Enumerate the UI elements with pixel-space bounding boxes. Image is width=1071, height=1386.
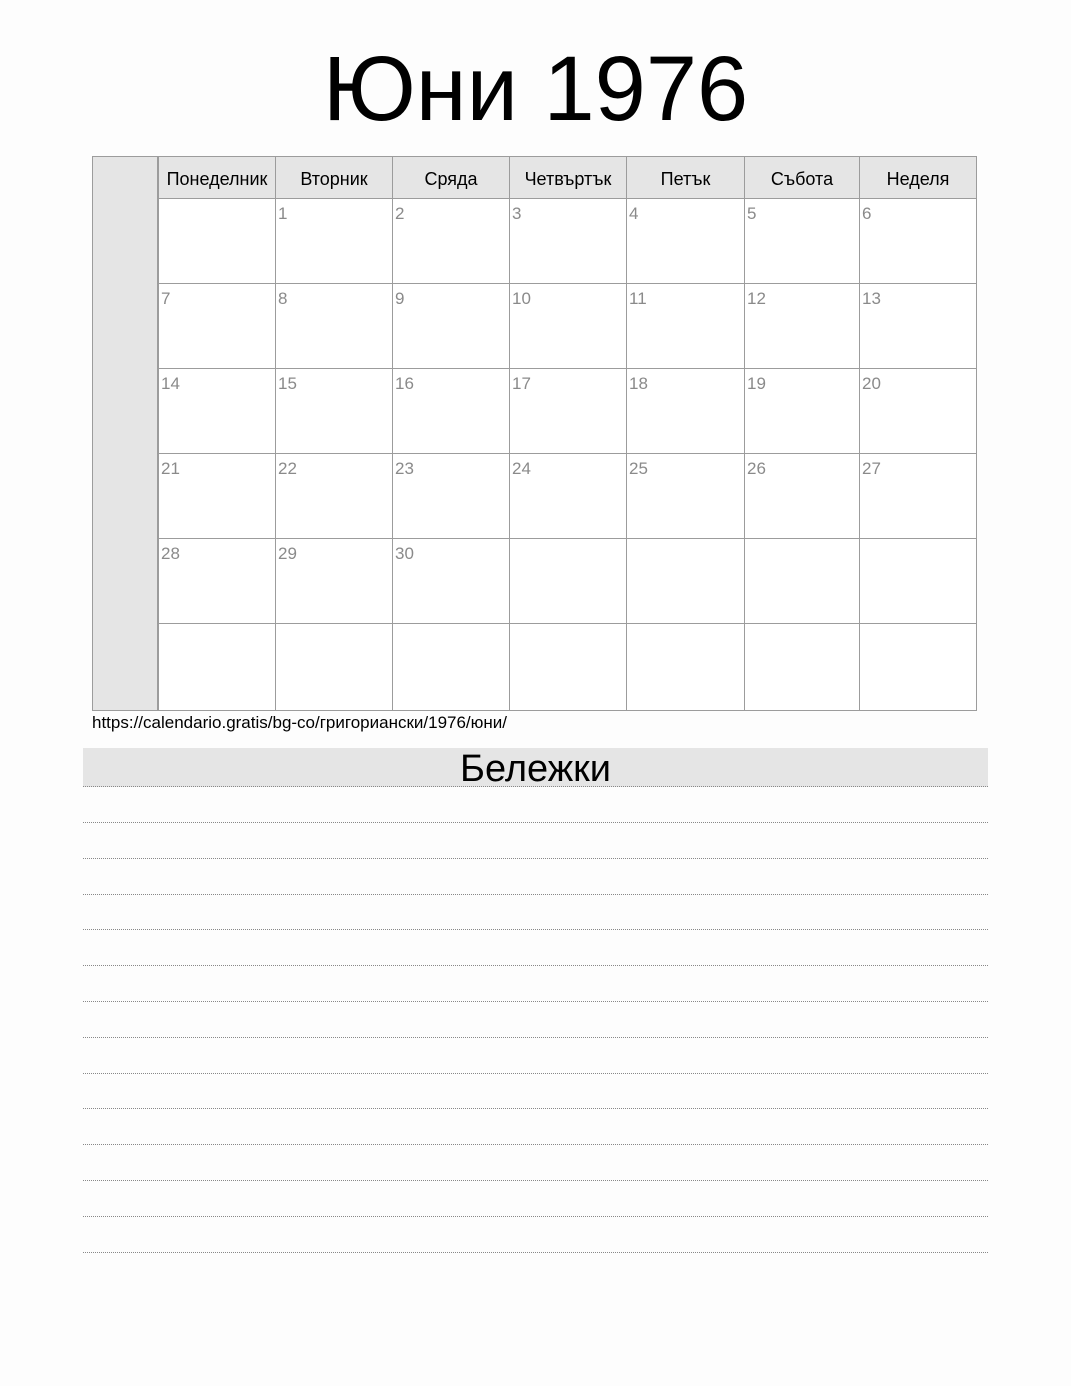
day-number: 22: [278, 459, 297, 478]
note-line: [83, 1001, 988, 1002]
note-line: [83, 1252, 988, 1253]
day-cell[interactable]: [859, 624, 976, 710]
day-cell[interactable]: [392, 199, 509, 284]
day-cell[interactable]: [392, 454, 509, 539]
day-cell[interactable]: [626, 369, 744, 454]
day-number: 10: [512, 289, 531, 308]
day-cell[interactable]: [158, 539, 275, 624]
day-number: 18: [629, 374, 648, 393]
day-number: 4: [629, 204, 639, 223]
day-number: 19: [747, 374, 766, 393]
day-number: 20: [862, 374, 881, 393]
note-line: [83, 1073, 988, 1074]
note-line: [83, 894, 988, 895]
weekday-header: Петък: [626, 157, 744, 199]
day-number: 25: [629, 459, 648, 478]
day-cell[interactable]: [158, 284, 275, 369]
day-number: 14: [161, 374, 180, 393]
day-cell[interactable]: [744, 454, 859, 539]
day-cell[interactable]: [509, 624, 626, 710]
day-cell[interactable]: [626, 539, 744, 624]
day-number: 3: [512, 204, 522, 223]
day-cell[interactable]: [275, 539, 392, 624]
note-line: [83, 858, 988, 859]
day-cell[interactable]: [509, 199, 626, 284]
day-cell[interactable]: [744, 369, 859, 454]
day-cell[interactable]: [626, 199, 744, 284]
day-number: 24: [512, 459, 531, 478]
day-cell[interactable]: [859, 539, 976, 624]
source-url[interactable]: https://calendario.gratis/bg-co/григориански/1976/юни/: [92, 713, 508, 732]
day-cell[interactable]: [744, 539, 859, 624]
day-number: 2: [395, 204, 405, 223]
day-number: 16: [395, 374, 414, 393]
day-cell[interactable]: [275, 454, 392, 539]
day-number: 9: [395, 289, 405, 308]
weekday-header: Вторник: [275, 157, 392, 199]
day-cell[interactable]: [392, 369, 509, 454]
day-cell[interactable]: [859, 199, 976, 284]
day-number: 21: [161, 459, 180, 478]
note-line: [83, 1180, 988, 1181]
weekday-header: Събота: [744, 157, 859, 199]
note-line: [83, 1037, 988, 1038]
day-cell[interactable]: [275, 369, 392, 454]
day-cell[interactable]: [626, 624, 744, 710]
calendar-grid: [92, 156, 977, 711]
day-cell[interactable]: [509, 539, 626, 624]
day-cell[interactable]: [859, 454, 976, 539]
day-cell[interactable]: [509, 284, 626, 369]
day-number: 15: [278, 374, 297, 393]
day-cell[interactable]: [859, 369, 976, 454]
day-cell[interactable]: [509, 454, 626, 539]
day-number: 5: [747, 204, 757, 223]
week-number-column: [93, 157, 158, 710]
day-cell[interactable]: [158, 454, 275, 539]
day-number: 6: [862, 204, 872, 223]
day-cell[interactable]: [158, 369, 275, 454]
day-number: 11: [629, 289, 647, 308]
day-number: 1: [278, 204, 288, 223]
day-cell[interactable]: [275, 284, 392, 369]
day-number: 7: [161, 289, 171, 308]
day-cell[interactable]: [626, 284, 744, 369]
day-number: 12: [747, 289, 766, 308]
day-cell[interactable]: [744, 624, 859, 710]
day-cell[interactable]: [744, 199, 859, 284]
day-cell[interactable]: [392, 539, 509, 624]
day-number: 26: [747, 459, 766, 478]
day-cell[interactable]: [392, 624, 509, 710]
day-number: 28: [161, 544, 180, 563]
day-cell[interactable]: [275, 199, 392, 284]
day-cell[interactable]: [509, 369, 626, 454]
notes-heading: Бележки: [83, 748, 988, 787]
day-number: 8: [278, 289, 288, 308]
day-number: 29: [278, 544, 297, 563]
weekday-header: Сряда: [392, 157, 509, 199]
note-line: [83, 1108, 988, 1109]
note-line: [83, 1144, 988, 1145]
day-number: 27: [862, 459, 881, 478]
day-cell[interactable]: [158, 199, 275, 284]
note-line: [83, 965, 988, 966]
day-number: 30: [395, 544, 414, 563]
day-cell[interactable]: [626, 454, 744, 539]
note-line: [83, 822, 988, 823]
note-line: [83, 1216, 988, 1217]
weekday-header: Четвъртък: [509, 157, 626, 199]
day-cell[interactable]: [275, 624, 392, 710]
day-number: 23: [395, 459, 414, 478]
weekday-header: Неделя: [859, 157, 976, 199]
page-title: Юни 1976: [322, 38, 749, 140]
note-line: [83, 929, 988, 930]
day-cell[interactable]: [744, 284, 859, 369]
day-number: 17: [512, 374, 531, 393]
day-cell[interactable]: [859, 284, 976, 369]
weekday-header: Понеделник: [158, 157, 275, 199]
day-cell[interactable]: [392, 284, 509, 369]
day-cell[interactable]: [158, 624, 275, 710]
day-number: 13: [862, 289, 881, 308]
